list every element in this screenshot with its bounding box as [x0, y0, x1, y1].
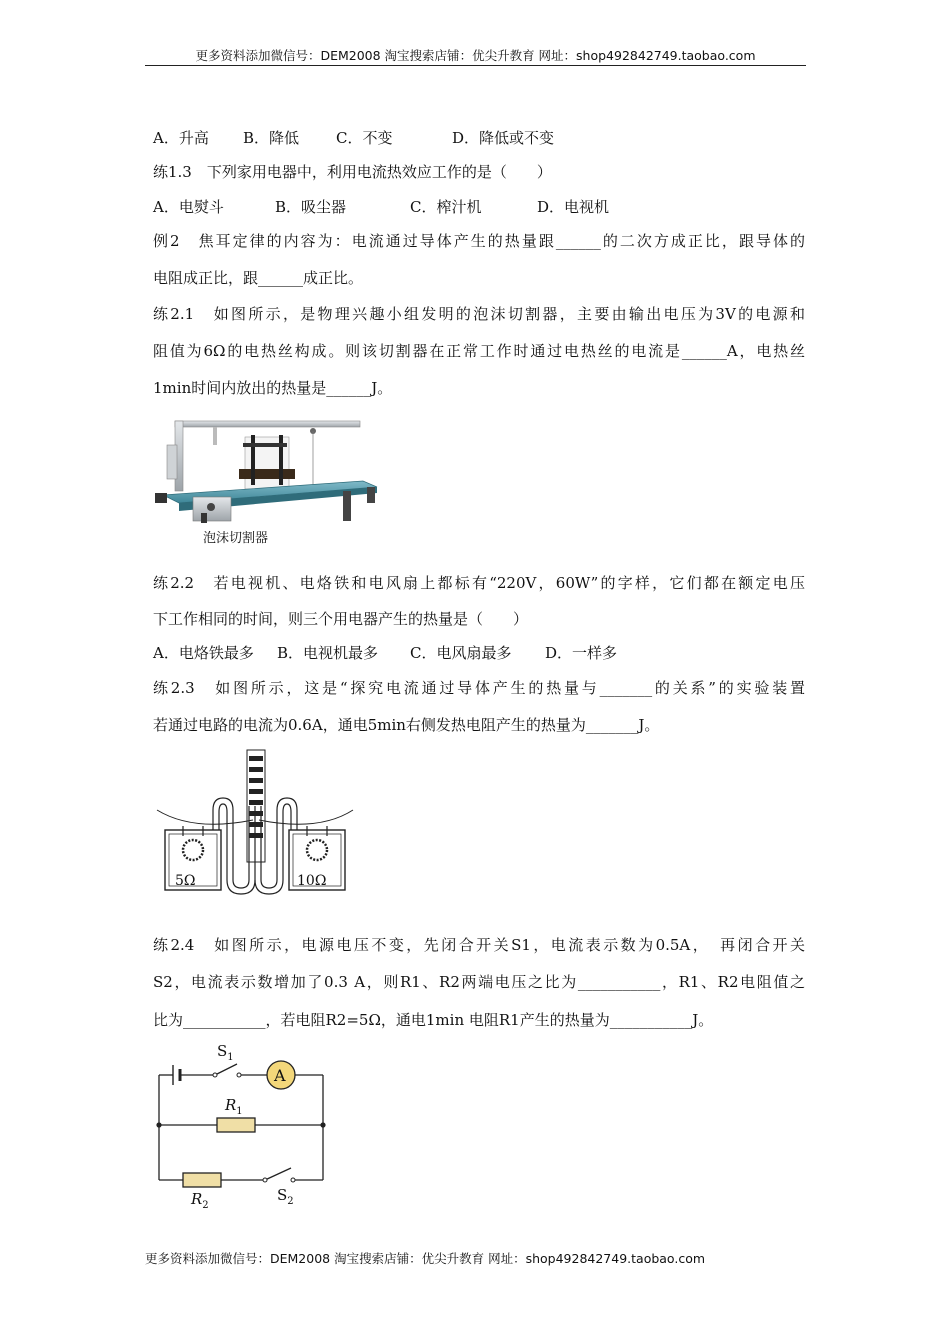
- q2-2-option-a: A．电烙铁最多: [153, 644, 254, 662]
- svg-text:S1: [217, 1042, 234, 1063]
- s2-letter: S: [277, 1186, 288, 1204]
- heat-experiment-figure: [153, 748, 358, 896]
- q1-3-stem: 练1.3 下列家用电器中，利用电流热效应工作的是（ ）: [153, 163, 552, 181]
- right-resistor-label: 10Ω: [297, 873, 327, 889]
- svg-text:R1: [224, 1096, 243, 1117]
- q1-2-option-b: B．降低: [243, 129, 300, 147]
- s1-subscript: 1: [227, 1052, 234, 1063]
- header-rule: [145, 65, 806, 66]
- r2-subscript: 2: [202, 1200, 209, 1210]
- q2-2-option-c: C．电风扇最多: [410, 644, 512, 662]
- q2-1-line2: 阻值为6Ω的电热丝构成。则该切割器在正常工作时通过电热丝的电流是______A，电热丝: [153, 342, 805, 360]
- svg-text:S2: [277, 1186, 294, 1207]
- q1-2-option-c: C．不变: [336, 129, 393, 147]
- q1-3-option-c: C．榨汁机: [410, 198, 482, 216]
- ammeter-label: A: [274, 1066, 286, 1085]
- page-header: 更多资料添加微信号：DEM2008 淘宝搜索店铺：优尖升教育 网址：shop492842749.taobao.com: [195, 48, 756, 63]
- q2-4-line2: S2，电流表示数增加了0.3 A，则R1、R2两端电压之比为___________，R1、R2电阻值之: [153, 973, 805, 991]
- q2-2-line1: 练2.2 若电视机、电烙铁和电风扇上都标有“220V，60W”的字样，它们都在额定电压: [153, 574, 805, 592]
- q2-2-option-d: D．一样多: [545, 644, 618, 662]
- q2-2-option-b: B．电视机最多: [277, 644, 379, 662]
- q2-3-line1: 练2.3 如图所示，这是“探究电流通过导体产生的热量与_______的关系”的实验装置: [153, 679, 805, 697]
- q1-2-option-d: D．降低或不变: [452, 129, 555, 147]
- page-footer: 更多资料添加微信号：DEM2008 淘宝搜索店铺：优尖升教育 网址：shop492842749.taobao.com: [145, 1251, 706, 1266]
- svg-text:R2: [190, 1190, 209, 1210]
- s2-subscript: 2: [287, 1196, 294, 1207]
- r1-letter: R: [225, 1096, 237, 1114]
- r1-subscript: 1: [236, 1106, 243, 1117]
- circuit-diagram-figure: [153, 1040, 328, 1210]
- q2-4-line1: 练2.4 如图所示，电源电压不变，先闭合开关S1，电流表示数为0.5A， 再闭合开关: [153, 936, 805, 954]
- q2-2-line2: 下工作相同的时间，则三个用电器产生的热量是（ ）: [153, 610, 529, 628]
- q1-3-option-a: A．电熨斗: [153, 198, 224, 216]
- foam-cutter-figure: [153, 417, 383, 550]
- q1-3-option-b: B．吸尘器: [275, 198, 347, 216]
- q1-3-option-d: D．电视机: [537, 198, 610, 216]
- ex2-line2: 电阻成正比，跟______成正比。: [153, 269, 364, 287]
- q1-2-option-a: A．升高: [153, 129, 209, 147]
- foam-cutter-caption: 泡沫切割器: [203, 531, 269, 546]
- q2-3-line2: 若通过电路的电流为0.6A，通电5min右侧发热电阻产生的热量为_______J。: [153, 716, 660, 734]
- left-resistor-label: 5Ω: [175, 873, 196, 889]
- q2-4-line3: 比为___________，若电阻R2=5Ω，通电1min 电阻R1产生的热量为___________J。: [153, 1011, 714, 1029]
- q2-1-line1: 练2.1 如图所示，是物理兴趣小组发明的泡沫切割器，主要由输出电压为3V的电源和: [153, 305, 805, 323]
- s1-letter: S: [217, 1042, 228, 1060]
- ex2-line1: 例2 焦耳定律的内容为：电流通过导体产生的热量跟______的二次方成正比，跟导体的: [153, 232, 805, 250]
- r2-letter: R: [191, 1190, 203, 1208]
- q2-1-line3: 1min时间内放出的热量是______J。: [153, 379, 393, 397]
